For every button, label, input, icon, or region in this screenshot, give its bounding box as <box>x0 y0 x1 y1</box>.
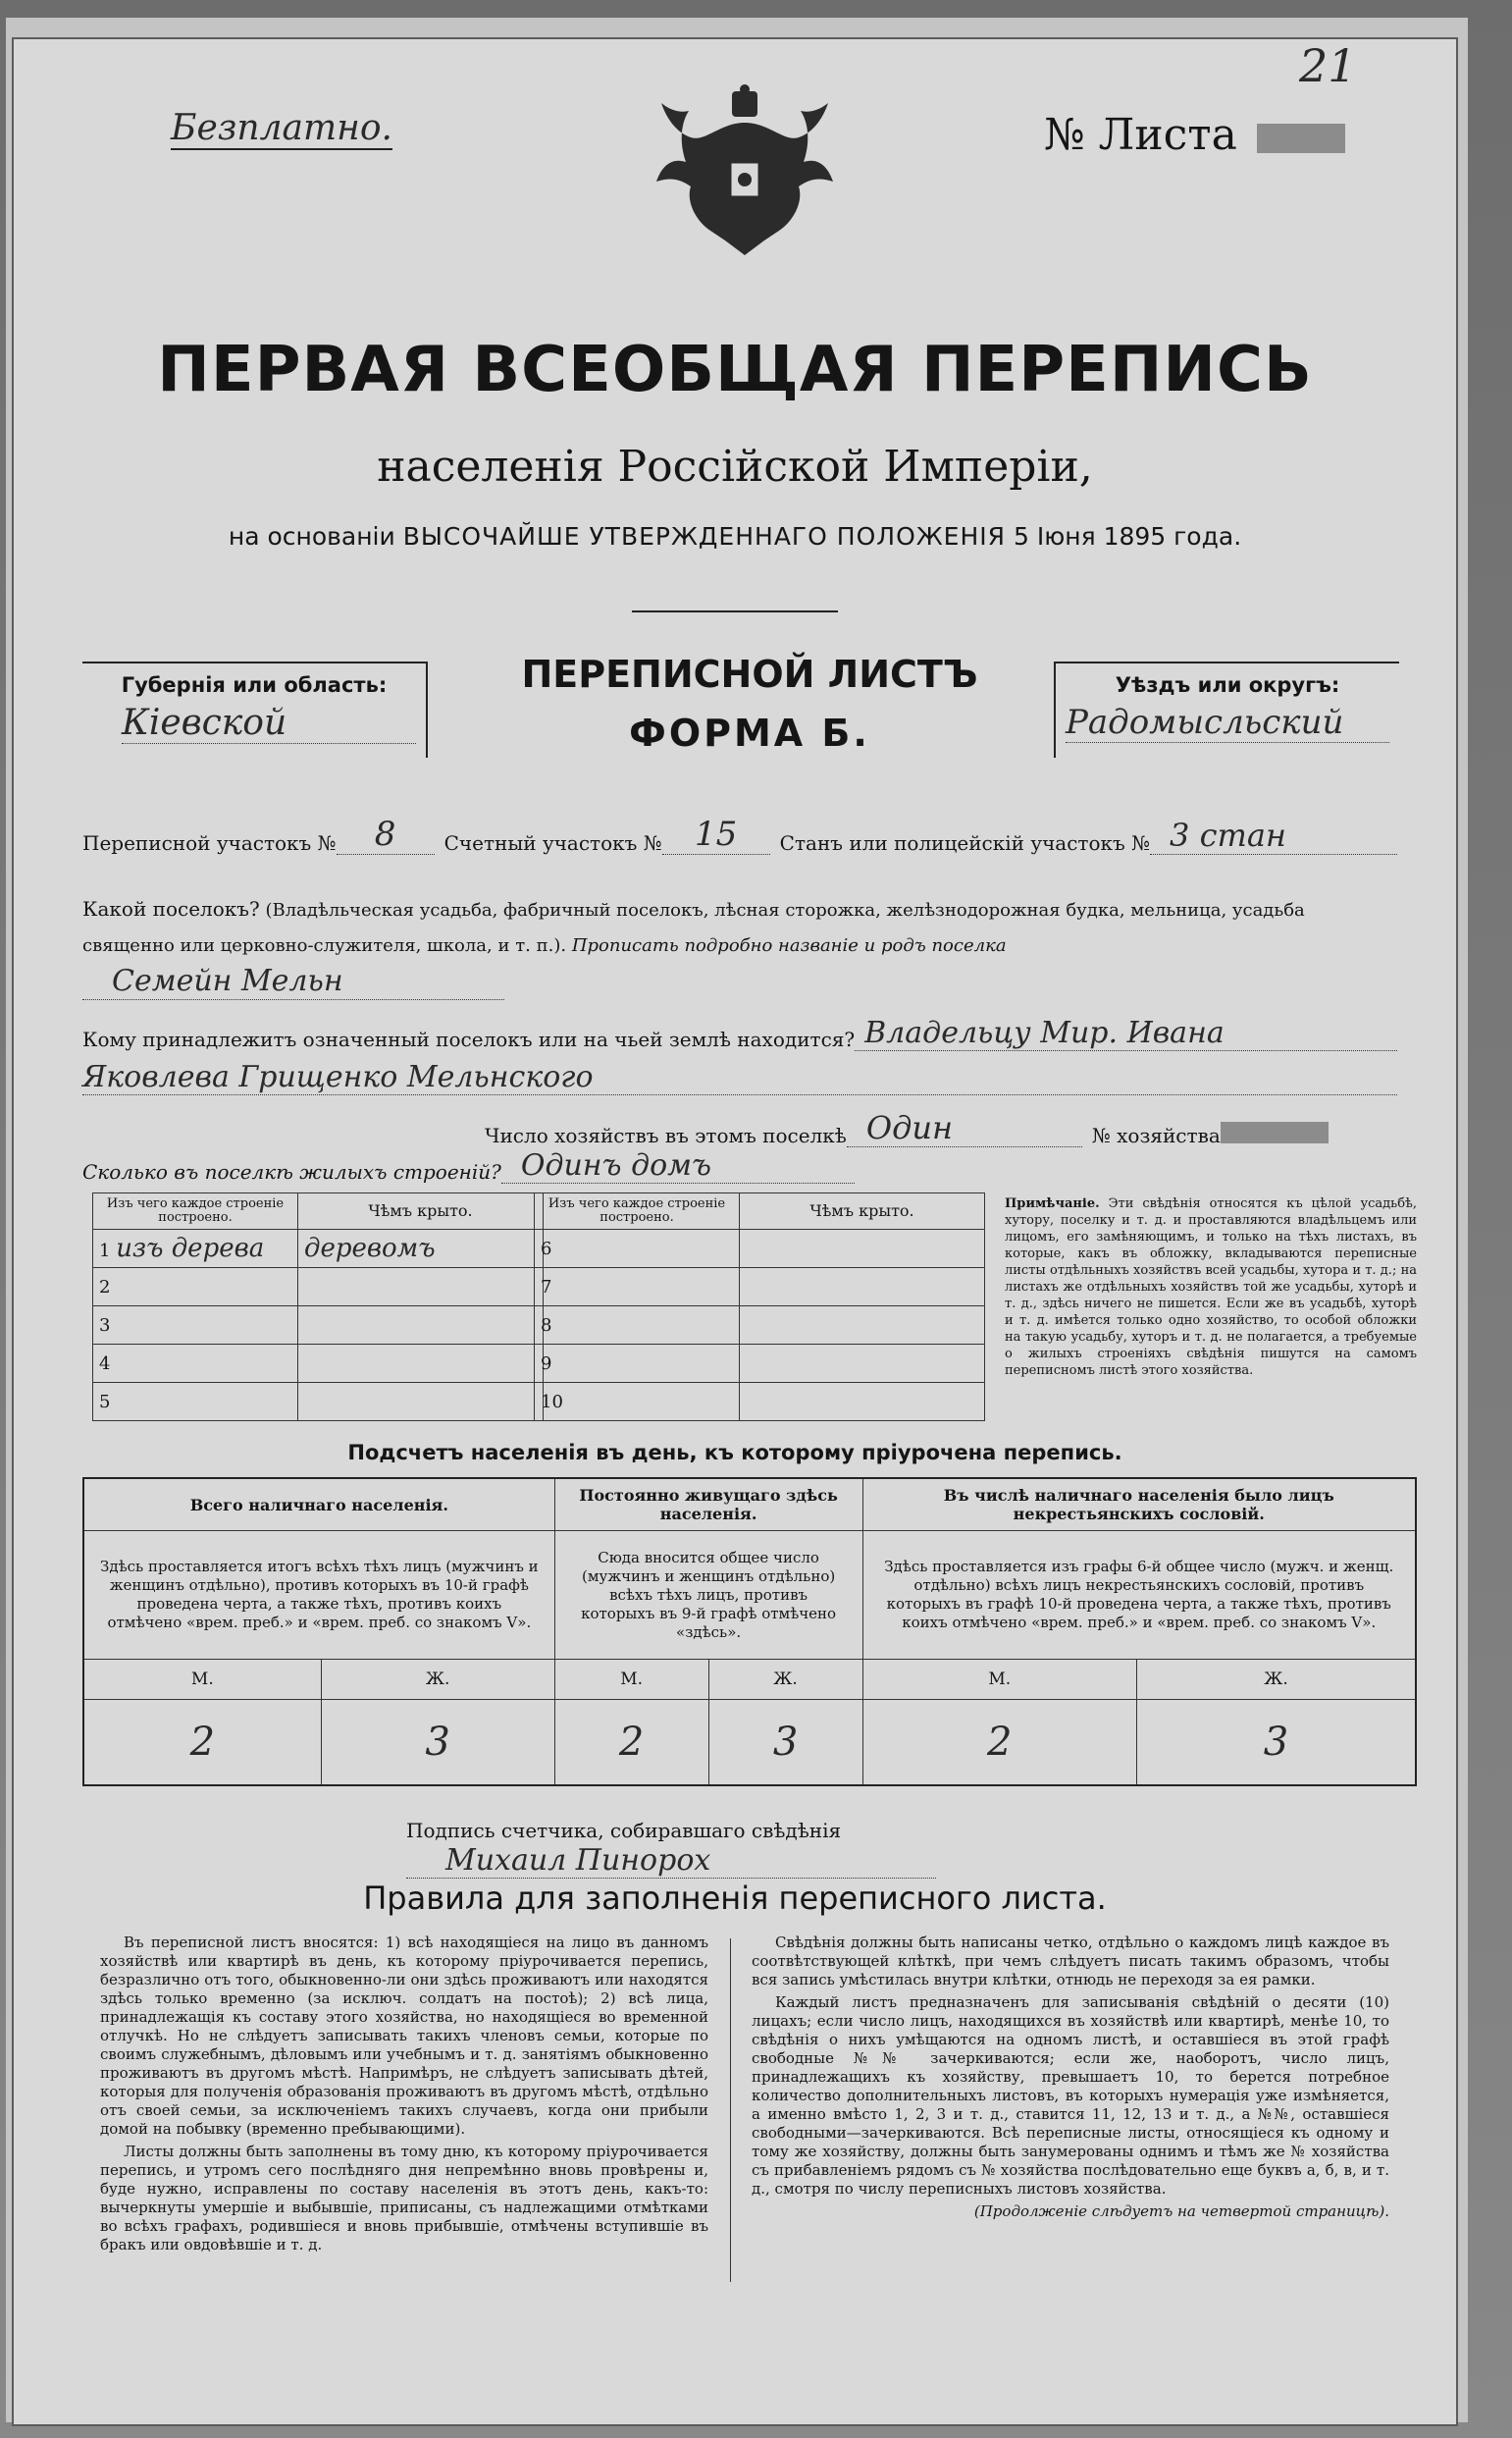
table-row: 9 <box>535 1345 985 1383</box>
basis-caps: ВЫСОЧАЙШЕ УТВЕРЖДЕННАГО ПОЛОЖЕНІЯ <box>402 522 1007 551</box>
sheet-number-redaction <box>1257 124 1345 153</box>
count-section-label: Счетный участокъ № <box>443 831 662 855</box>
group-1-desc: Здѣсь проставляется итогъ всѣхъ тѣхъ лицъ (мужчинъ и женщинъ отдѣльно), противъ которыхъ въ 10-й графѣ проведена черта, а также тѣхъ, противъ коихъ отмѣчено «врем. преб.» и «врем. преб. со знакомъ V». <box>83 1531 554 1660</box>
divider <box>632 610 838 612</box>
form-label: ФОРМА Б. <box>629 712 870 755</box>
signature-label: Подпись счетчика, собиравшаго свѣдѣнія <box>406 1819 842 1842</box>
note-text: Эти свѣдѣнія относятся къ цѣлой усадьбѣ, хутору, поселку и т. д. и проставляются владѣльцемъ или лицомъ, его замѣняющимъ, и только на тѣхъ листахъ, въ которые, какъ въ обложку, вкладываются переписные листы отдѣльныхъ хозяйствъ всей усадьбы, хутора и т. д.; на листахъ же отдѣльныхъ хозяйствъ той же усадьбы, хуторѣ и т. д., здѣсь ничего не пишется. Если же въ усадьбѣ, хуторѣ и т. д. имѣется только одно хозяйство, то особой обложки на такую усадьбу, хуторъ и т. д. не полагается, а требуемые о жилыхъ строеніяхъ свѣдѣнія пишутся на самомъ переписномъ листѣ этого хозяйства. <box>1005 1196 1417 1378</box>
census-section-label: Переписной участокъ № <box>82 831 337 855</box>
buildings-row <box>82 1148 965 1184</box>
buildings-table-right <box>534 1192 985 1421</box>
group-2-title: Постоянно живущаго здѣсь населенія. <box>554 1478 862 1531</box>
settlement-block <box>82 891 1397 1003</box>
owner-row <box>82 1016 1397 1051</box>
table-row: 6 <box>535 1230 985 1268</box>
table-row: 7 <box>535 1268 985 1306</box>
group-1-title: Всего наличнаго населенія. <box>83 1478 554 1531</box>
group-3-male: 2 <box>862 1700 1137 1786</box>
rules-continuation: (Продолженіе слѣдуетъ на четвертой страницѣ). <box>973 2202 1389 2220</box>
owner-label: Кому принадлежитъ означенный поселокъ или на чьей землѣ находится? <box>82 1028 856 1051</box>
group-3-female: 3 <box>1137 1700 1416 1786</box>
rules-right-p1: Свѣдѣнія должны быть написаны четко, отдѣльно о каждомъ лицѣ каждое въ соотвѣтствующей клѣткѣ, при чемъ слѣдуетъ писать такимъ образомъ, чтобы вся запись умѣстилась внутри клѣтки, отнюдь не переходя за ея рамки. <box>752 1934 1389 1988</box>
census-sheet <box>14 39 1456 2424</box>
group-1-female: 3 <box>321 1700 554 1786</box>
owner-value-2: Яковлева Грищенко Мельнского <box>82 1060 1397 1095</box>
table-row: 1 изъ дерева деревомъ <box>93 1230 544 1268</box>
census-section-value: 8 <box>337 815 435 855</box>
table-row: 2 <box>93 1268 544 1306</box>
group-2-male: 2 <box>554 1700 708 1786</box>
police-section-label: Станъ или полицейскій участокъ № <box>779 831 1151 855</box>
roof-value: деревомъ <box>298 1230 544 1268</box>
group-3-desc: Здѣсь проставляется изъ графы 6-й общее число (мужч. и женщ. отдѣльно) всѣхъ лицъ некрестьянскихъ сословій, противъ которыхъ въ графѣ 10-й проведена черта, а также тѣхъ, противъ коихъ отмѣчено «врем. преб.» и «врем. преб. со знакомъ V». <box>862 1531 1416 1660</box>
households-label: Число хозяйствъ въ этомъ поселкѣ <box>485 1124 847 1147</box>
province-label: Губернія или область: <box>121 673 388 697</box>
f-label: Ж. <box>1137 1660 1416 1700</box>
settlement-instruction: Прописать подробно названіе и родъ поселка <box>571 935 1007 956</box>
m-label: М. <box>83 1660 321 1700</box>
group-1-male: 2 <box>83 1700 321 1786</box>
col-roof-header: Чѣмъ крыто. <box>298 1193 544 1230</box>
police-section-value: 3 стан <box>1150 817 1397 855</box>
table-row: 3 <box>93 1306 544 1345</box>
district-label: Уѣздъ или округъ: <box>1115 673 1340 697</box>
basis-prefix: на основаніи <box>228 522 395 551</box>
table-row: 10 <box>535 1383 985 1421</box>
rules-right <box>752 1934 1389 2225</box>
district-value: Радомысльский <box>1066 703 1389 743</box>
note <box>1005 1195 1417 1379</box>
material-value: изъ дерева <box>116 1234 265 1263</box>
col-material-header-right: Изъ чего каждое строеніе построено. <box>535 1193 740 1230</box>
settlement-label: Какой поселокъ? <box>82 897 260 921</box>
households-value: Один <box>847 1109 1082 1147</box>
buildings-label: Сколько въ поселкѣ жилыхъ строеній? <box>82 1160 501 1184</box>
owner-value-1: Владельцу Мир. Ивана <box>855 1016 1397 1051</box>
rules-divider <box>730 1938 731 2282</box>
census-subtitle: населенія Россійской Имперіи, <box>377 442 1093 492</box>
province-box <box>82 662 428 758</box>
settlement-value: Семейн Мельн <box>82 964 504 1000</box>
sections-row <box>82 815 1397 855</box>
totals-table <box>82 1477 1417 1786</box>
note-label: Примѣчаніе. <box>1005 1196 1100 1211</box>
group-2-female: 3 <box>708 1700 862 1786</box>
table-row: 8 <box>535 1306 985 1345</box>
table-row: 4 <box>93 1345 544 1383</box>
household-no-label: № хозяйства <box>1091 1124 1221 1147</box>
census-title: ПЕРВАЯ ВСЕОБЩАЯ ПЕРЕПИСЬ <box>157 334 1313 406</box>
rules-left-p2: Листы должны быть заполнены въ тому дню, къ которому пріурочивается перепись, и утромъ сего послѣдняго дня непремѣнно вновь провѣрены и, буде нужно, исправлены по составу населенія въ этотъ день, какъ-то: вычеркнуты умершіе и выбывшіе, приписаны, съ надлежащими отмѣтками во всѣхъ графахъ, родившіеся и вновь прибывшіе, отмѣчены вступившіе въ бракъ или овдовѣвшіе и т. д. <box>100 2143 708 2253</box>
count-section-value: 15 <box>662 815 770 855</box>
totals-heading: Подсчетъ населенія въ день, къ которому пріурочена перепись. <box>347 1441 1122 1464</box>
households-row <box>485 1109 1397 1147</box>
page-number: 21 <box>1299 39 1357 92</box>
f-label: Ж. <box>321 1660 554 1700</box>
buildings-value: Одинъ домъ <box>501 1148 855 1184</box>
rules-left-p1: Въ переписной листъ вносятся: 1) всѣ находящіеся на лицо въ данномъ хозяйствѣ или квартирѣ въ день, къ которому пріурочивается перепись, безразлично отъ того, обыкновенно-ли они здѣсь проживаютъ или находятся здѣсь только временно (за исключ. солдатъ на постоѣ); 2) всѣ лица, принадлежащія къ составу этого хозяйства, но находящіеся во временной отлучкѣ. Но не слѣдуетъ записывать такихъ членовъ семьи, которые по своимъ служебнымъ, дѣловымъ или учебнымъ и т. д. занятіямъ обыкновенно проживаютъ въ другомъ мѣстѣ. Напримѣръ, не слѣдуетъ записывать дѣтей, которыя для полученія образованія проживаютъ въ другомъ мѣстѣ, отдѣльно отъ своей семьи, за исключеніемъ такихъ случаевъ, когда они прибыли домой на побывку (временно пребывающими). <box>100 1934 708 2138</box>
sheet-number <box>1044 110 1345 160</box>
settlement-hint: (Владѣльческая усадьба, фабричный поселокъ, лѣсная сторожка, желѣзнодорожная будка, мельница, усадьба священно или церковно-служителя, школа, и т. п.). <box>82 900 1305 956</box>
m-label: М. <box>554 1660 708 1700</box>
district-box <box>1054 662 1399 758</box>
form-title: ПЕРЕПИСНОЙ ЛИСТЪ <box>521 653 978 696</box>
household-no-redaction <box>1221 1122 1329 1143</box>
signature-value: Михаил Пинорох <box>406 1843 936 1879</box>
group-3-title: Въ числѣ наличнаго населенія было лицъ некрестьянскихъ сословій. <box>862 1478 1416 1531</box>
col-roof-header-right: Чѣмъ крыто. <box>740 1193 985 1230</box>
group-2-desc: Сюда вносится общее число (мужчинъ и женщинъ отдѣльно) всѣхъ тѣхъ лицъ, противъ которыхъ въ 9-й графѣ отмѣчено «здѣсь». <box>554 1531 862 1660</box>
col-material-header: Изъ чего каждое строеніе построено. <box>93 1193 298 1230</box>
province-value: Кіевской <box>122 703 416 744</box>
free-label: Безплатно. <box>171 108 392 148</box>
imperial-eagle-emblem <box>652 83 838 260</box>
census-basis <box>14 522 1456 551</box>
basis-date: 5 Іюня 1895 года. <box>1013 522 1242 551</box>
rules-right-p2: Каждый листъ предназначенъ для записыванія свѣдѣній о десяти (10) лицахъ; если число лицъ, находящихся въ хозяйствѣ или квартирѣ, менѣе 10, то свѣдѣнія о нихъ умѣщаются на одномъ листѣ, и оставшіеся въ этой графѣ свободные №№ зачеркиваются; если же, наоборотъ, число лицъ, принадлежащихъ къ хозяйству, превышаетъ 10, то берется потребное количество дополнительныхъ листовъ, въ которыхъ нумерація уже измѣняется, а именно вмѣсто 1, 2, 3 и т. д., ставится 11, 12, 13 и т. д., а №№, оставшіеся свободными—зачеркиваются. Всѣ переписные листы, относящіеся къ одному и тому же хозяйству, должны быть занумерованы однимъ и тѣмъ же № хозяйства съ прибавленіемъ рядомъ съ № хозяйства послѣдовательно еще буквъ а, б, в, и т. д., смотря по числу переписныхъ листовъ хозяйства. <box>752 1993 1389 2198</box>
sheet-number-label: № Листа <box>1044 110 1237 160</box>
rules-left <box>100 1934 708 2258</box>
buildings-table-left <box>92 1192 544 1421</box>
rules-title: Правила для заполненія переписного листа. <box>363 1880 1107 1917</box>
f-label: Ж. <box>708 1660 862 1700</box>
table-row: 5 <box>93 1383 544 1421</box>
m-label: М. <box>862 1660 1137 1700</box>
